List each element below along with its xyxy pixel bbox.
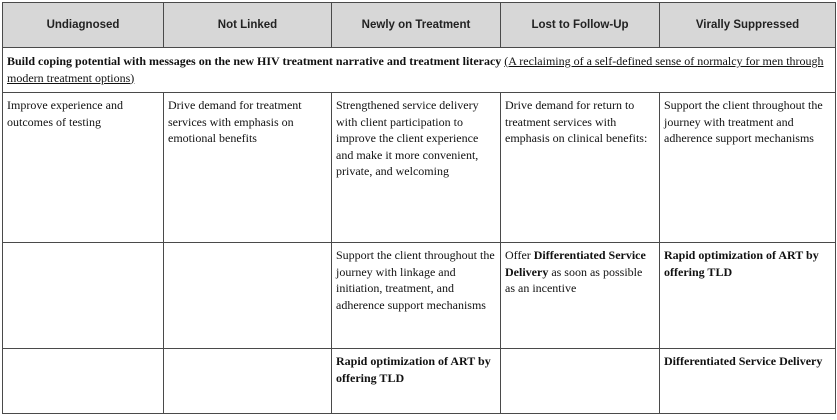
col-header-virally-suppressed: Virally Suppressed	[660, 3, 836, 48]
banner-cell	[3, 48, 836, 93]
cell-text-bold: Differentiated Service Delivery	[505, 248, 646, 279]
table-cell: Drive demand for return to treatment services with emphasis on clinical benefits:	[501, 93, 660, 243]
strategy-matrix-table	[2, 2, 836, 414]
table-cell: Support the client throughout the journey with linkage and initiation, treatment, and adherence support mechanisms	[332, 243, 501, 349]
col-header-not-linked: Not Linked	[164, 3, 332, 48]
table-cell	[660, 349, 836, 414]
header-row	[3, 3, 836, 48]
banner-heading: Build coping potential with messages on the new HIV treatment narrative and treatment literacy	[7, 54, 502, 68]
table-cell	[3, 349, 164, 414]
col-header-undiagnosed: Undiagnosed	[3, 3, 164, 48]
table-cell: Drive demand for treatment services with emphasis on emotional benefits	[164, 93, 332, 243]
table-cell: Strengthened service delivery with client participation to improve the client experience and make it more convenient, private, and welcoming	[332, 93, 501, 243]
banner-subtitle-link: (A reclaiming of a self-defined sense of normalcy for men through modern treatment options)	[7, 54, 824, 85]
table-row	[3, 243, 836, 349]
table-cell	[3, 243, 164, 349]
banner-row	[3, 48, 836, 93]
cell-text-bold: Differentiated Service Delivery	[664, 354, 823, 368]
table-cell	[164, 349, 332, 414]
table-cell	[501, 243, 660, 349]
table-cell	[332, 349, 501, 414]
cell-text: Offer	[505, 248, 534, 262]
table-cell: Support the client throughout the journey with treatment and adherence support mechanisms	[660, 93, 836, 243]
table-row	[3, 93, 836, 243]
table-cell	[660, 243, 836, 349]
table-cell	[164, 243, 332, 349]
cell-text-bold: Rapid optimization of ART by offering TLD	[336, 354, 491, 385]
col-header-newly-on-treatment: Newly on Treatment	[332, 3, 501, 48]
cell-text: as soon as possible as an incentive	[505, 264, 643, 295]
col-header-lost-to-follow-up: Lost to Follow-Up	[501, 3, 660, 48]
table-cell: Improve experience and outcomes of testing	[3, 93, 164, 243]
table-row	[3, 349, 836, 414]
cell-text-bold: Rapid optimization of ART by offering TLD	[664, 248, 819, 279]
table-cell	[501, 349, 660, 414]
